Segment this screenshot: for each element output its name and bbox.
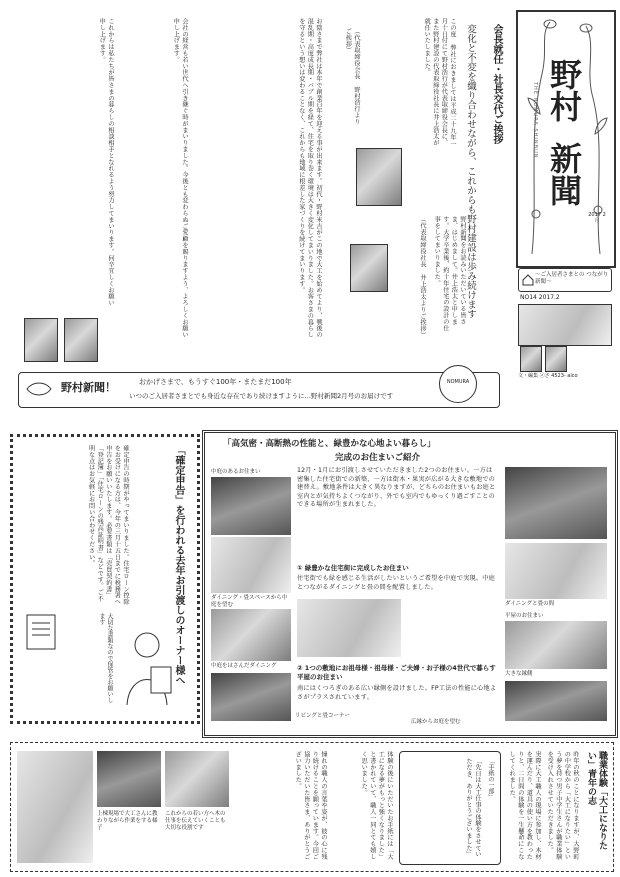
greeting-headline-1: 会長就任・社長交代ご挨拶: [491, 24, 502, 144]
greeting-col-4: 野村新聞をお読みいただいている皆さま、はじめまして。井上浩太と申します。大学卒業後、約十年住宅の設計の仕事をしてまいりました。: [433, 216, 466, 332]
masthead-date: 2017 2月: [588, 212, 606, 224]
banner-badge: [439, 365, 477, 403]
chairman-photo: [356, 148, 402, 206]
tax-body: 確定申告の時期がやってまいりました。住宅ローン控除をお受けになる方は、今年の三月十五日までに税務署へ申告をお願いいたします。必要書類は「売買契約書」「登記簿」「住宅ローンの残高証明書」などです。ご不明な点はお気軽にお問い合わせください。: [87, 445, 129, 605]
center-photo: [297, 599, 401, 657]
issue-number: NO14 2017.2: [520, 294, 560, 301]
block-1-title: ① 緑豊かな住宅街に完成したお住まい: [297, 564, 409, 572]
house-b-label: 平屋のお住まい: [505, 613, 544, 619]
feature-subhead: 完成のお住まいご紹介: [335, 453, 421, 463]
masthead-side-text: THE NOMURA SHINBUN: [532, 82, 538, 159]
house-b-caption-1: ダイニングと畳の間: [505, 601, 555, 607]
house-icon: [522, 274, 534, 286]
staff-photo-2: [64, 318, 98, 362]
greeting-col-3: 会社の経営も若い世代へ引き継ぐ時がまいりました。今後とも変わらぬご愛顧を賜りますよう、よろしくお願い申し上げます。: [172, 18, 188, 338]
work-photo-1: [97, 751, 161, 807]
banner-line-2: いつのご入居者さまとでも身近な存在であり続けますように…野村新聞2月号のお届けです: [129, 392, 394, 400]
house-a-photo-1: [211, 477, 291, 535]
work-section: [10, 742, 614, 872]
tax-headline: 「確定申告」を行われる去年お引渡しのオーナー様へ: [173, 445, 184, 685]
scroll-icon: [25, 379, 53, 399]
greeting-signature-1: （代表取締役会長 野村浩行より ご挨拶）: [344, 28, 360, 125]
tagline: 〜ご入居者さまとの つながり新聞〜: [535, 272, 609, 285]
block-2-title: ② 1つの敷地にお祖母様・祖母様・ご夫婦・お子様の4世代で暮らす平屋のお住まい: [297, 664, 496, 681]
tax-notice: [10, 434, 200, 724]
person-illustration: [117, 627, 177, 707]
family-photo: [518, 304, 612, 346]
letter-box: [399, 751, 501, 865]
work-photo-2: [165, 751, 229, 807]
feature-headline: 「高気密・高断熱の性能と、緑豊かな心地よい暮らし」: [223, 439, 436, 449]
house-a-label: 中庭のあるお住まい: [211, 469, 261, 475]
masthead: [516, 10, 616, 268]
president-photo: [350, 244, 388, 292]
house-a-photo-3: [211, 609, 291, 661]
block-1-body: 住宅街でも緑を感じる生活がしたいというご希望を中庭で実現。中庭とつながるダイニングと畳の間を配置しました。: [297, 575, 496, 591]
masthead-title-bottom: 新聞: [545, 142, 583, 206]
greeting-headline-2: 変化と不変を織り合わせながら、これからも野村建設は歩み続けます: [465, 24, 476, 319]
work-col-1: 昨年の秋のことになりますが、大野町の中学校から「大工になりたい」という夢を持つ男子中学生さんが職業体験を受け入れさせていただきました。: [546, 751, 579, 860]
house-b-caption-3: 広縁からお庭を望む: [411, 719, 461, 725]
work-col-3: 体験の後にいただいたお手紙には「大工になる夢がもっと強くなりました」と書かれていて、職人一同とても嬉しく思いました。: [360, 751, 393, 860]
house-a-caption-2: 中庭をはさんだダイニング: [211, 663, 277, 669]
house-b-photo-4: [505, 681, 607, 721]
house-b-caption-2: 大きな縁側: [505, 671, 533, 677]
banner-title: 野村新聞！: [61, 381, 116, 394]
top-section: [0, 0, 620, 390]
house-a-photo-2: [211, 537, 291, 593]
greeting-col-1: この度 弊社におきましては平成二十九年一月十日付にて野村浩行が代表取締役会長に、また野村建設の代表取締役社長に井上浩太が就任いたしました。: [423, 18, 456, 147]
tagline-box: [518, 268, 612, 292]
work-photo-3: [17, 751, 93, 863]
portrait-photo-1: [520, 346, 542, 372]
letter-label: 「手紙の一部」: [487, 758, 494, 800]
work-headline: 職業体験「大工になりたい」青年の志: [586, 751, 607, 850]
block-2-body: 南にはくつろぎのある広い縁側を設けました。FP工法の性能に心地よさがプラスされています。: [297, 685, 497, 701]
feature-section: [202, 430, 618, 738]
work-caption-2: これからの若い方へ木の仕事を伝えていくことも大切な役割です: [165, 811, 226, 831]
banner-line-1: おかげさまで、もうすぐ100年・またまだ100年: [139, 378, 292, 386]
house-a-photo-4: [211, 673, 291, 721]
house-b-photo-2: [505, 543, 607, 599]
greeting-signature-2: （代表取締役社長 井上浩太よりご挨拶）: [419, 216, 426, 339]
house-b-photo-1: [505, 467, 607, 539]
house-b-photo-3: [505, 621, 607, 669]
house-a-caption-3: リビングと畳コーナー: [295, 713, 351, 719]
tax-note: 大切な書類なので保管をお願いします: [98, 613, 113, 703]
greeting-col-5: これからは私たちが皆さまの暮らしの相談相手となれるよう努力してまいります。何卒宜しくお願い申し上げます。: [98, 18, 114, 306]
feature-intro: 12月・1月にお引渡しさせていただきました2つのお住まい。一方は密集した住宅街での新築、一方は街木・果実が広がる大きな敷地での建替え。敷地条件は大きく異なりますが、どちらのお住まいもお庭と室内とが気持ちよくつながり、外でも室内でもゆっくり過ごすことのできる場所が生まれました。: [297, 467, 496, 509]
staff-photo-1: [24, 318, 58, 362]
letter-text: 「先日は大工仕事の体験をさせていただき、ありがとうございました」: [465, 758, 481, 858]
masthead-title-top: 野村: [545, 58, 583, 122]
banner: [18, 372, 500, 408]
work-col-4: 憧れの職人の言葉や姿が、彼の心に残り続けることを願っています。今回ご協力いただいた皆さま、ありがとうございました。: [294, 751, 327, 860]
greeting-col-2: お陰さまで弊社は本年で創業百年を迎える事が出来ます。初代・野村米吉がこの地で大工を始めてより、戦後の混乱期・高度成長期・バブル期を経て、住宅を取り巻く環境は大きく変化してまいりました。お客さまの暮らしを守るという想いは変わることなく、これからも地域に根差した家づくりを続けてまいります。: [297, 18, 322, 338]
work-caption-1: 上棟現場で大工さんに教わりながら作業をする様子: [97, 811, 158, 831]
banner-badge-text: NOMURA: [446, 379, 470, 385]
photo-caption: 文・編集 ⓐさ 4523- aico: [518, 373, 578, 379]
work-col-2: 実際に大工職人の現場に参加し、木材を運んだり、道具の使い方を教わったりと、二日間の体験を一生懸命にこなしてくれました。: [508, 751, 541, 860]
portrait-photo-2: [545, 346, 567, 372]
house-a-caption-1: ダイニング・畳スペースから中庭を望む: [211, 595, 288, 608]
document-icon: [23, 613, 63, 653]
